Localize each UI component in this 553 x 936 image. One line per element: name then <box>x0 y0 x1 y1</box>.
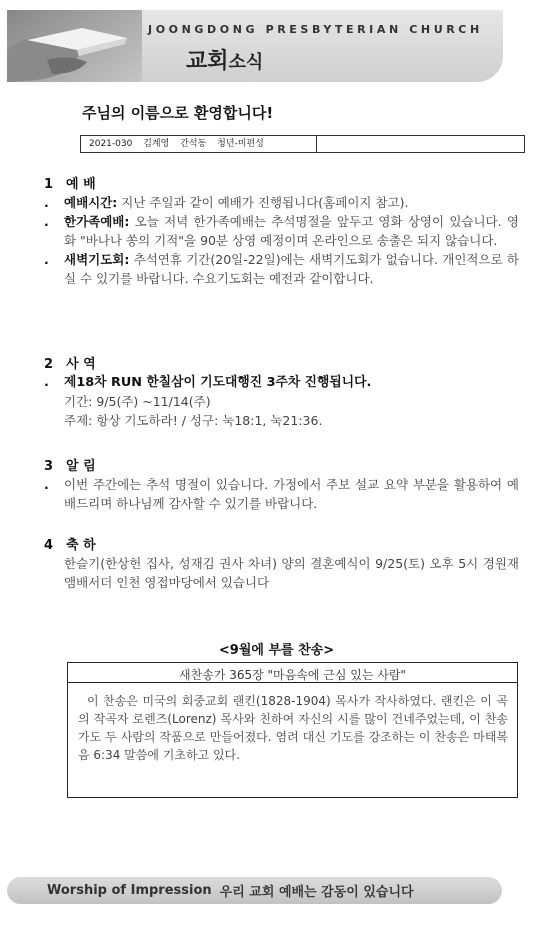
item-label: 예배시간: <box>64 195 118 210</box>
bullet-icon: . <box>44 195 49 210</box>
section-number: 2 <box>44 357 54 372</box>
section-heading <box>44 534 519 554</box>
footer-banner <box>7 877 502 904</box>
bullet-icon: . <box>44 375 49 390</box>
section-heading <box>44 455 519 475</box>
section-title: 알 림 <box>66 459 96 474</box>
section-title: 예 배 <box>66 177 96 192</box>
praying-hands-photo <box>7 10 142 82</box>
item-label: 새벽기도회: <box>64 252 130 267</box>
item-text: 추석연휴 기간(20일-22일)에는 새벽기도회가 없습니다. 개인적으로 하실 수 있기를 바랍니다. 수요기도회는 예전과 같이합니다. <box>64 252 519 286</box>
hymn-box <box>67 662 518 798</box>
hymn-body: 이 찬송은 미국의 회중교회 랜킨(1828-1904) 목사가 작사하였다. 랜킨은 이 곡의 작곡자 로렌즈(Lorenz) 목사와 친하여 자신의 시를 많이 건네주었는데, 이 찬송가도 두 사람의 작품으로 만들어졌다. 염려 대신 기도를 강조하는 이 찬송은 마태복음 6:34 말씀에 기초하고 있다. <box>78 694 508 762</box>
item-text: 이번 주간에는 추석 명절이 있습니다. 가정에서 주보 설교 요약 부분을 활용하여 예배드리며 하나님께 감사할 수 있기를 바랍니다. <box>64 477 519 511</box>
section-notice <box>44 455 519 513</box>
section-worship <box>44 173 519 288</box>
hymn-heading: <9월에 부를 찬송> <box>218 643 335 658</box>
list-item <box>44 250 519 288</box>
newcomer-name: 김계영 <box>143 139 170 149</box>
newcomer-area: 간석동 <box>180 139 207 149</box>
section-title: 축 하 <box>66 538 96 553</box>
congrats-text: 한슬기(한상헌 집사, 성재김 권사 차녀) 양의 결혼예식이 9/25(토) 오후 5시 경원재 앰배서더 인천 영접마당에서 있습니다 <box>64 556 519 590</box>
ministry-period: 기간: 9/5(주) ~11/14(주) <box>64 394 211 409</box>
welcome-greeting: 주님의 이름으로 환영합니다! <box>82 104 274 122</box>
newcomer-group: 청년-미편성 <box>217 139 264 149</box>
title-sub: 소식 <box>228 52 264 73</box>
newcomer-info-box <box>80 135 525 153</box>
bullet-icon: . <box>44 477 49 492</box>
bullet-icon: . <box>44 252 49 267</box>
list-item <box>44 212 519 250</box>
item-text: 오늘 저녁 한가족예배는 추석명절을 앞두고 영화 상영이 있습니다. 영화 "바나나 쏭의 기적"을 90분 상영 예정이며 온라인으로 송출은 되지 않습니다. <box>64 214 519 248</box>
section-heading <box>44 173 519 193</box>
item-label: 한가족예배: <box>64 214 130 229</box>
list-item <box>44 475 519 513</box>
page-title <box>186 44 263 75</box>
church-name: JOONGDONG PRESBYTERIAN CHURCH <box>148 23 483 36</box>
newcomer-info-cell <box>81 136 317 152</box>
section-title: 사 역 <box>66 357 96 372</box>
section-ministry <box>44 353 519 430</box>
section-number: 4 <box>44 538 54 553</box>
item-text: 제18차 RUN 한칠삼이 기도대행진 3주차 진행됩니다. <box>64 375 372 390</box>
bulletin-number: 2021-030 <box>89 139 133 149</box>
section-number: 3 <box>44 459 54 474</box>
section-heading <box>44 353 519 373</box>
title-main: 교회 <box>186 49 229 74</box>
footer-slogan-ko: 우리 교회 예배는 감동이 있습니다 <box>219 885 414 900</box>
list-item <box>44 193 519 212</box>
bullet-icon: . <box>44 214 49 229</box>
item-text: 지난 주일과 같이 예배가 진행됩니다(홈페이지 참고). <box>117 195 409 210</box>
list-item <box>44 373 519 392</box>
ministry-theme: 주제: 항상 기도하라! / 성구: 눅18:1, 눅21:36. <box>64 413 323 428</box>
section-congrats <box>44 534 519 592</box>
section-number: 1 <box>44 177 54 192</box>
footer-slogan-en: Worship of Impression <box>47 883 212 898</box>
hymn-subtitle: 새찬송가 365장 "마음속에 근심 있는 사람" <box>68 663 517 683</box>
